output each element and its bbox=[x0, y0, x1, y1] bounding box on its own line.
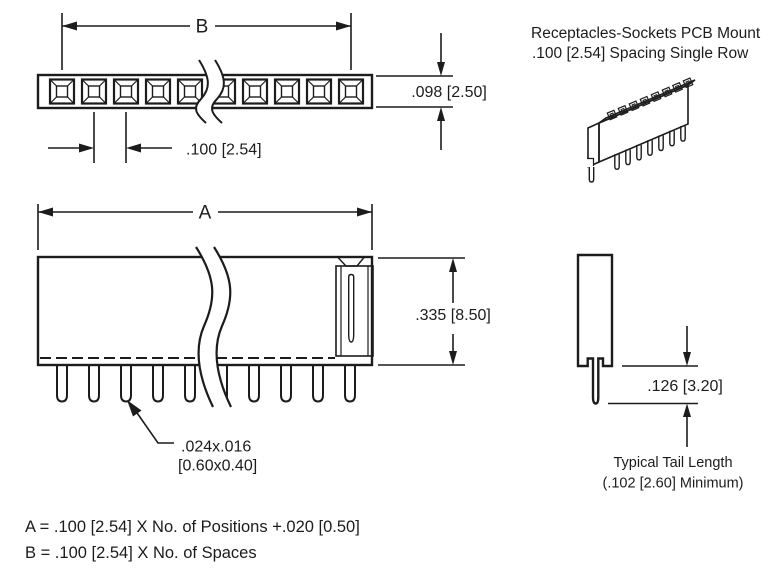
end-view-body bbox=[578, 255, 612, 404]
top-view-break-symbol bbox=[196, 60, 224, 123]
tail-section-callout bbox=[127, 400, 257, 475]
dimension-strip-height-label: .098 [2.50] bbox=[411, 84, 487, 101]
formulas bbox=[25, 518, 360, 562]
side-view-break-symbol bbox=[196, 247, 231, 407]
formula-a: A = .100 [2.54] X No. of Positions +.020 [0.50] bbox=[25, 518, 360, 536]
top-view bbox=[38, 13, 487, 163]
dimension-body-height bbox=[378, 258, 491, 365]
tail-section-label-line2: [0.60x0.40] bbox=[178, 457, 258, 475]
side-view bbox=[38, 203, 491, 475]
tail-length-note-line2: (.102 [2.60] Minimum) bbox=[602, 475, 744, 492]
contact-cutaway bbox=[336, 258, 373, 357]
dimension-a-label: A bbox=[198, 202, 212, 224]
product-header bbox=[531, 25, 761, 62]
entry-funnel bbox=[338, 258, 364, 267]
dimension-body-height-label: .335 [8.50] bbox=[415, 307, 491, 324]
iso-pins bbox=[589, 126, 685, 182]
product-title-line1: Receptacles-Sockets PCB Mount bbox=[531, 25, 761, 42]
dimension-strip-height bbox=[376, 33, 487, 150]
dimension-b-label: B bbox=[195, 16, 209, 38]
dimension-a bbox=[38, 203, 372, 251]
formula-b: B = .100 [2.54] X No. of Spaces bbox=[25, 544, 257, 562]
dimension-tail-length bbox=[608, 326, 723, 447]
spring-contact bbox=[343, 269, 359, 351]
product-title-line2: .100 [2.54] Spacing Single Row bbox=[532, 45, 749, 62]
tail-section-label-line1: .024x.016 bbox=[181, 438, 252, 456]
dimension-pitch-label: .100 [2.54] bbox=[186, 141, 262, 159]
isometric-view bbox=[587, 78, 695, 182]
dimension-pitch bbox=[48, 112, 262, 163]
tail-length-note-line1: Typical Tail Length bbox=[613, 455, 733, 471]
dimension-tail-length-label: .126 [3.20] bbox=[647, 378, 723, 395]
end-view bbox=[578, 255, 744, 492]
iso-front-face bbox=[599, 85, 688, 162]
tail-length-note bbox=[602, 455, 743, 492]
